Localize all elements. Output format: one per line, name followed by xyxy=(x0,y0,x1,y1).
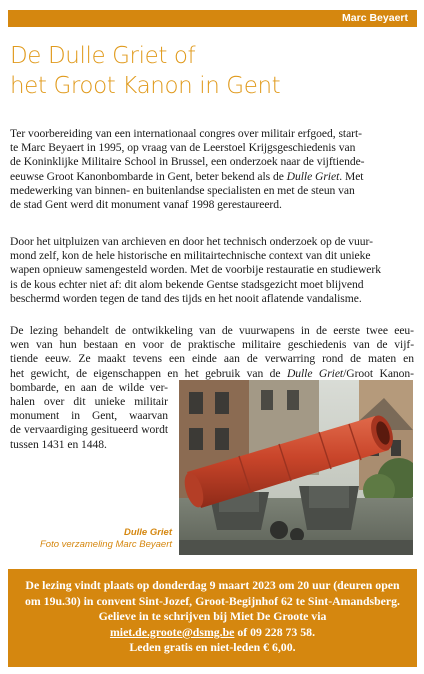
title-line-2: het Groot Kanon in Gent xyxy=(10,73,281,99)
text-line: te Marc Beyaert in 1995, op vraag van de Leerstoel Krijgsgeschiedenis van xyxy=(10,141,356,155)
title-line-1: De Dulle Griet of xyxy=(10,43,196,69)
article-title xyxy=(10,41,415,101)
photo-caption xyxy=(10,527,172,551)
text-line: Ter voorbereiding van een internationaal congres over militair erfgoed, start- xyxy=(10,127,362,140)
event-date-line: De lezing vindt plaats op donderdag 9 maart 2023 om 20 uur (deuren open xyxy=(25,578,400,592)
caption-title: Dulle Griet xyxy=(123,527,172,538)
text-line: tiende eeuw. Ze maakt tevens een einde aan de verwarring rond de maten en xyxy=(10,352,414,366)
text-line: wapen opnieuw samengesteld worden. Met de voorbije restauratie en studiewerk xyxy=(10,263,381,277)
text-fragment: . Met xyxy=(339,169,364,183)
cannon-illustration xyxy=(179,380,413,555)
text-line: halen over dit unieke militair xyxy=(10,395,168,409)
contact-line xyxy=(8,625,417,641)
emphasis-dulle-griet: Dulle Griet xyxy=(286,366,344,380)
text-line: de vervaardiging gesitueerd wordt xyxy=(10,423,168,437)
text-line: wen van hun bestaan en voor de praktische militaire geschiedenis van de vijf- xyxy=(10,338,414,352)
phone-text: of 09 228 73 58. xyxy=(234,624,316,639)
text-line: Door het uitpluizen van archieven en door het technisch onderzoek op de vuur- xyxy=(10,235,373,248)
text-line: de stad Gent werd dit monument vanaf 1998 gerestaureerd. xyxy=(10,198,282,212)
text-line: monument in Gent, waarvan xyxy=(10,409,168,423)
dulle-griet-photo xyxy=(179,380,413,555)
text-line: bombarde, en aan de wilde ver- xyxy=(10,380,168,394)
price-line: Leden gratis en niet-leden € 6,00. xyxy=(129,640,296,655)
text-line: medewerking van binnen- en buitenlandse specialisten en met de steun van xyxy=(10,183,355,197)
text-line: is de kous echter niet af: dit alom bekende Gentse stadsgezicht moet blijvend xyxy=(10,277,364,291)
text-line: tussen 1431 en 1448. xyxy=(10,437,107,451)
author-bar xyxy=(8,10,417,27)
text-fragment: het gewicht, de eigenschappen en het gebruik van de xyxy=(10,366,287,380)
paragraph-intro xyxy=(10,127,414,212)
text-line: de Koninklijke Militaire School in Brussel, een onderzoek naar de vijftiende- xyxy=(10,155,365,169)
event-info-box xyxy=(8,569,417,667)
caption-credit: Foto verzameling Marc Beyaert xyxy=(40,539,172,550)
author-name: Marc Beyaert xyxy=(342,12,408,24)
text-line: De lezing behandelt de ontwikkeling van de vuurwapens in de eerste twee eeu- xyxy=(10,324,414,337)
emphasis-dulle-griet: Dulle Griet xyxy=(286,169,340,183)
event-location-line: om 19u.30) in convent Sint-Jozef, Groot-Begijnhof 62 te Sint-Amandsberg. xyxy=(25,593,400,608)
text-line xyxy=(10,170,414,184)
text-line: beschermd worden tegen de tand des tijds en het nooit aflatende vandalisme. xyxy=(10,291,362,305)
text-fragment: eeuwse Groot Kanonbombarde in Gent, beter bekend als de xyxy=(10,169,287,183)
email-link[interactable]: miet.de.groote@dsmg.be xyxy=(109,624,235,639)
text-fragment: /Groot Kanon- xyxy=(343,366,414,380)
text-line: mond zelf, kon de hele historische en militairtechnische context van dit unieke xyxy=(10,249,371,263)
registration-line: Gelieve in te schrijven bij Miet De Groote via xyxy=(98,609,327,624)
paragraph-research xyxy=(10,235,414,306)
text-line xyxy=(10,367,414,381)
